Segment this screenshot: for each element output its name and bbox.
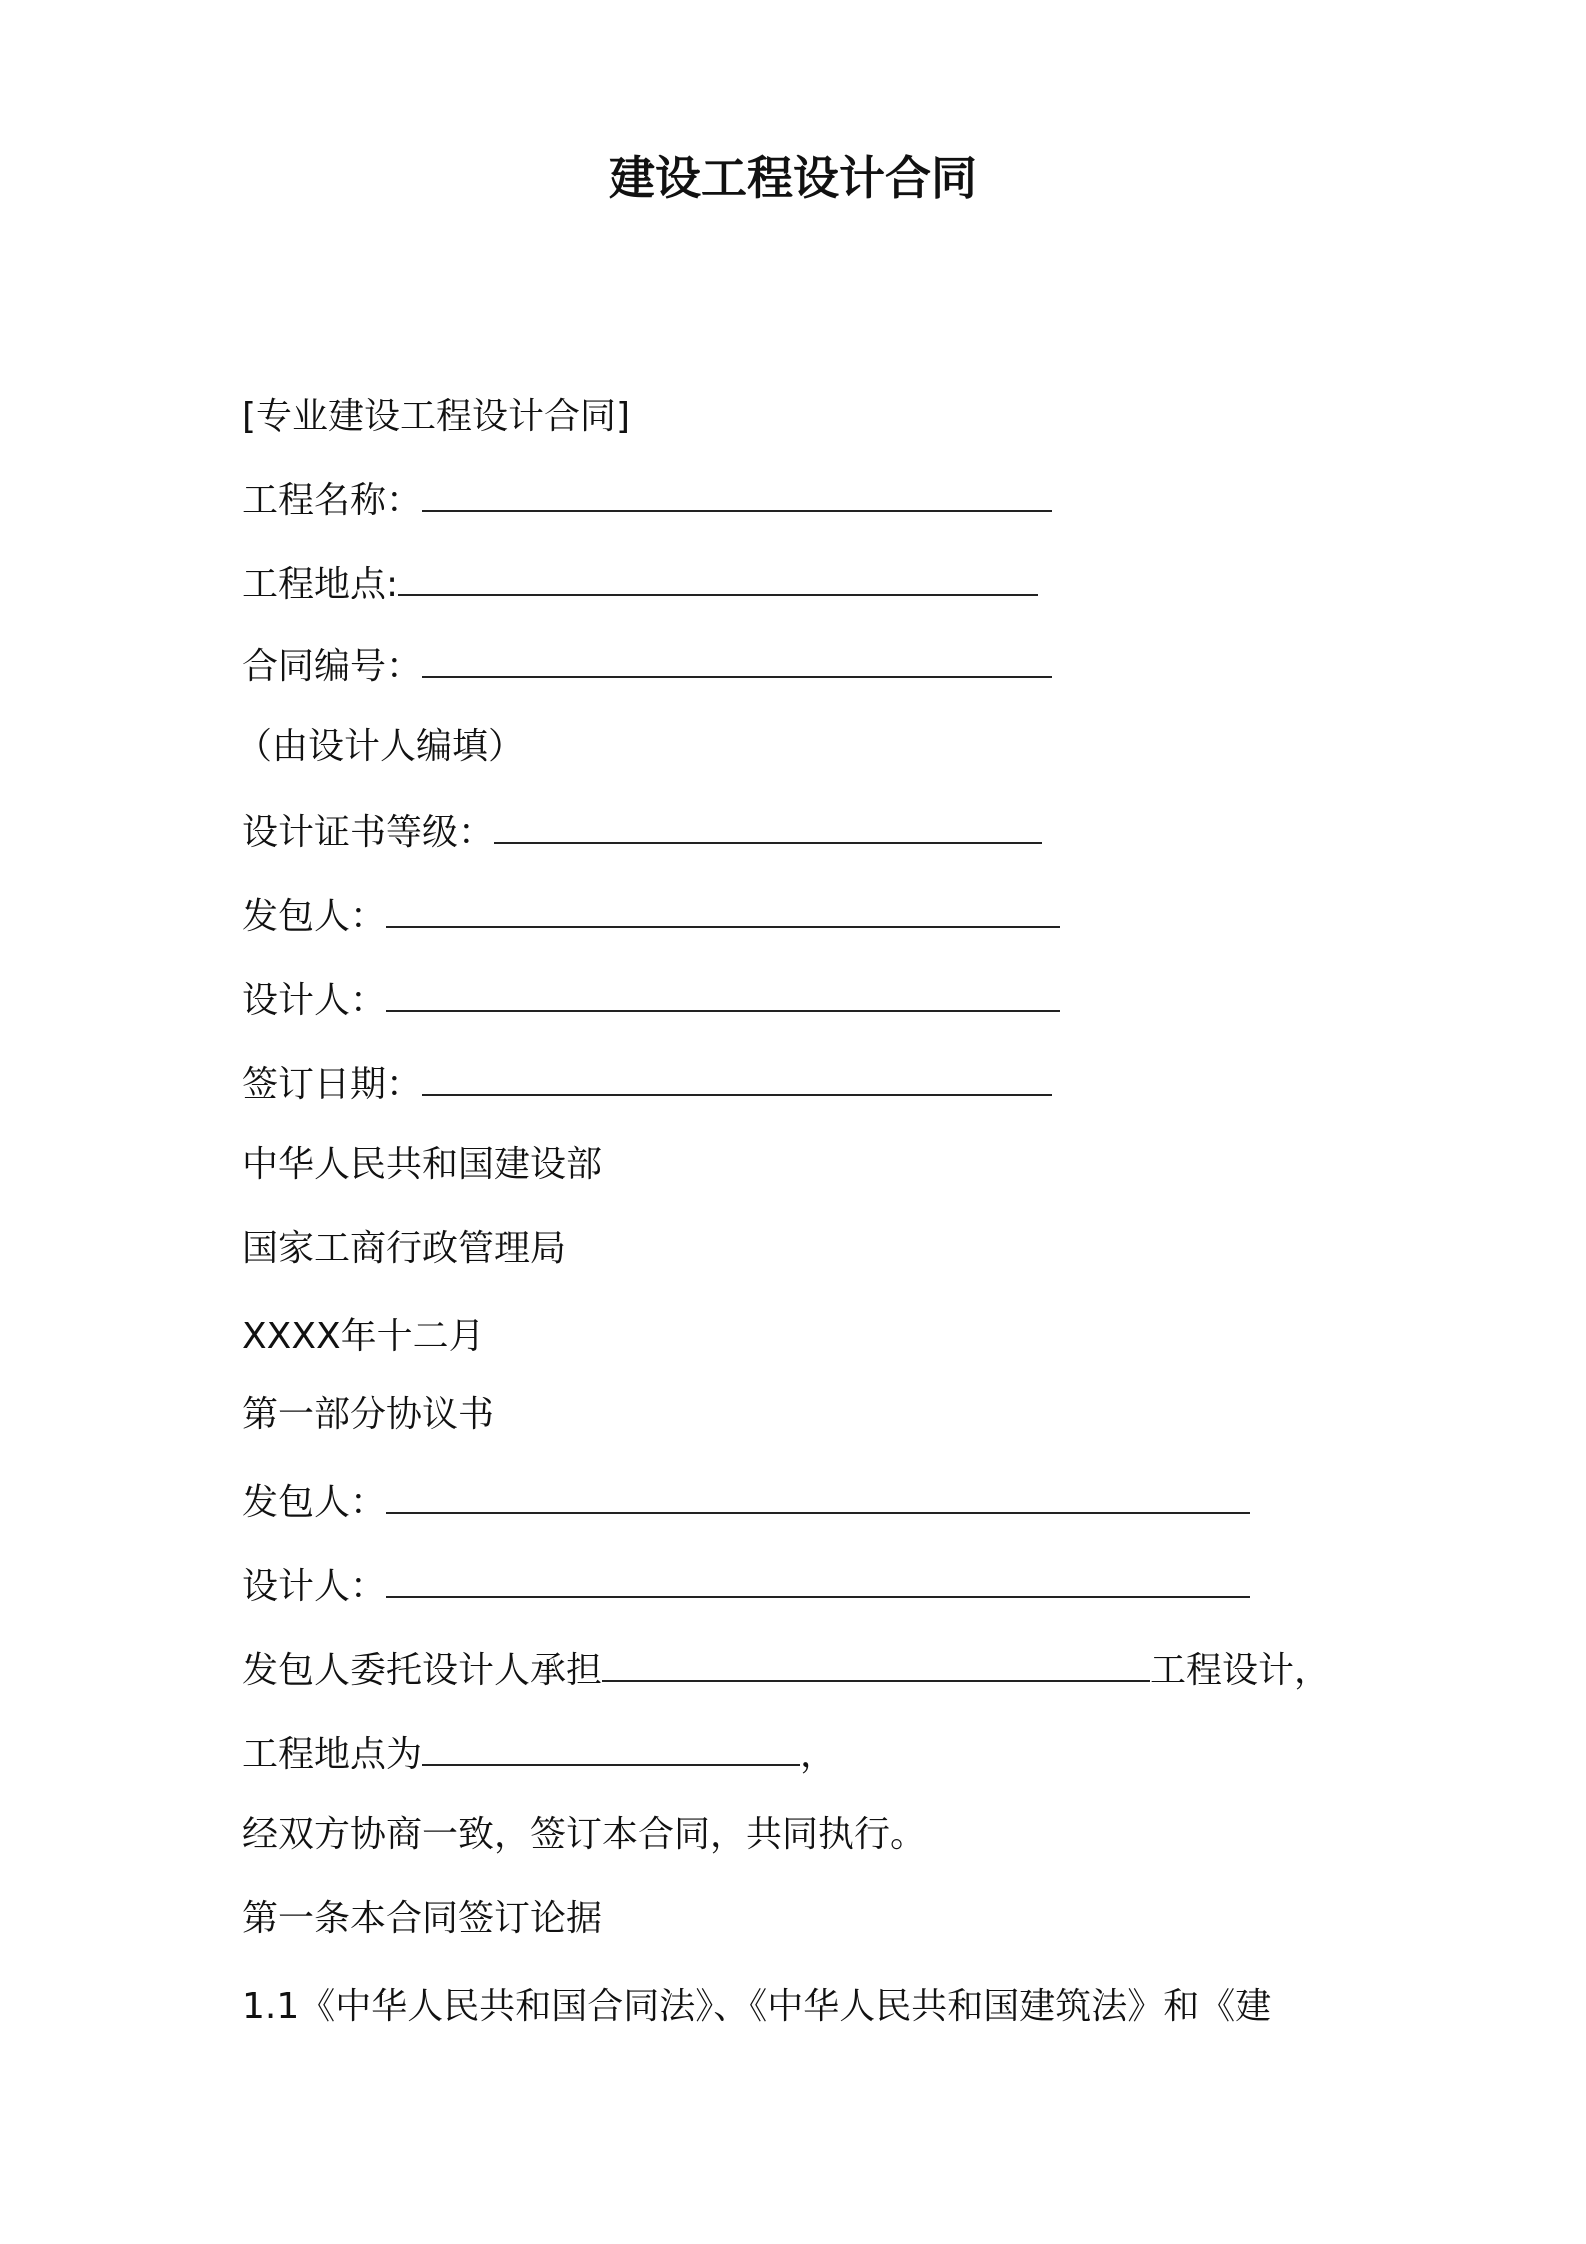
cert-grade-label: 设计证书等级： [242,812,495,853]
part-one-designer-blank [386,1562,1250,1598]
part-one-designer-label: 设计人： [242,1566,387,1607]
cert-grade-field [242,808,1042,858]
article-one-heading: 第一条本合同签订论据 [242,1898,603,1939]
contract-no-blank [422,642,1052,678]
site-suffix: ， [800,1734,837,1775]
issuer-ministry: 中华人民共和国建设部 [242,1144,603,1185]
employer-field [242,892,1060,942]
sign-date-label: 签订日期： [242,1064,423,1105]
designer-field [242,976,1060,1026]
site-line [242,1730,836,1780]
part-one-employer-blank [386,1478,1250,1514]
part-one-employer-label: 发包人： [242,1482,387,1523]
site-blank [422,1730,800,1766]
project-name-blank [422,476,1052,512]
issuer-bureau: 国家工商行政管理局 [242,1228,567,1269]
part-one-employer-field [242,1478,1250,1528]
designer-label: 设计人： [242,980,387,1021]
entrust-line [242,1646,1330,1696]
sign-date-field [242,1060,1052,1110]
contract-subtitle: [专业建设工程设计合同] [242,396,631,437]
agreement-sentence: 经双方协商一致，签订本合同，共同执行。 [242,1814,927,1855]
employer-label: 发包人： [242,896,387,937]
clause-1-1: 1.1《中华人民共和国合同法》、《中华人民共和国建筑法》和《建 [242,1986,1272,2027]
project-site-blank [398,560,1038,596]
document-title: 建设工程设计合同 [609,151,977,205]
cert-grade-blank [494,808,1042,844]
project-name-label: 工程名称： [242,480,423,521]
project-site-field [242,560,1038,610]
site-prefix: 工程地点为 [242,1734,423,1775]
sign-date-blank [422,1060,1052,1096]
designer-blank [386,976,1060,1012]
employer-blank [386,892,1060,928]
part-one-designer-field [242,1562,1250,1612]
part-one-heading: 第一部分协议书 [242,1394,495,1435]
entrust-project-blank [602,1646,1150,1682]
project-site-label: 工程地点: [242,564,399,605]
project-name-field [242,476,1052,526]
contract-no-note: （由设计人编填） [236,726,525,767]
contract-no-label: 合同编号： [242,646,423,687]
entrust-suffix: 工程设计， [1150,1650,1331,1691]
issue-date: XXXX年十二月 [242,1316,485,1357]
entrust-prefix: 发包人委托设计人承担 [242,1650,603,1691]
contract-no-field [242,642,1052,692]
